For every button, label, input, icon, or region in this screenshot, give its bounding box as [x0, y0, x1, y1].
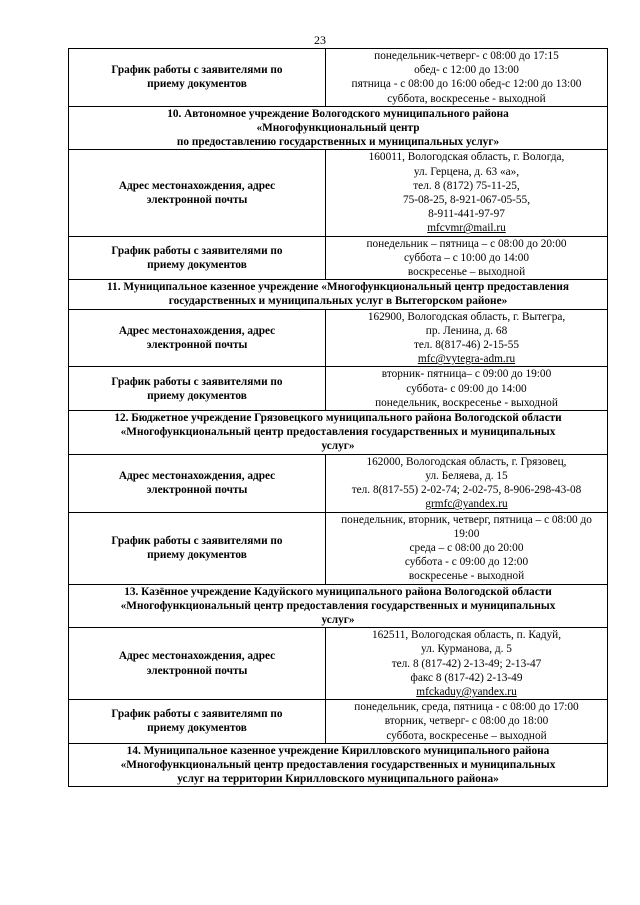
institution-title-line: услуг на территории Кирилловского муниципального района»: [177, 773, 499, 786]
row-label-line: электронной почты: [146, 339, 248, 352]
row-label-line: График работы с заявителямп по: [111, 708, 283, 721]
row-label-line: приему документов: [147, 722, 247, 735]
info-row: [69, 150, 608, 236]
row-value-line: тел. 8(817-46) 2-15-55: [413, 339, 519, 352]
row-value-line: 162511, Вологодская область, п. Кадуй,: [371, 629, 562, 642]
row-label-line: График работы с заявителями по: [111, 375, 283, 388]
row-label-line: электронной почты: [146, 194, 248, 207]
email-address: mfc@vytegra-adm.ru: [417, 353, 516, 366]
info-row: [69, 454, 608, 512]
row-value: [326, 49, 608, 107]
institution-title-line: услуг»: [321, 440, 355, 453]
institution-title-line: «Многофункциональный центр предоставления государственных и муниципальных: [120, 426, 556, 439]
row-value-line: воскресенье – выходной: [407, 266, 526, 279]
row-label-line: электронной почты: [146, 664, 248, 677]
row-label-line: Адрес местонахождения, адрес: [118, 650, 276, 663]
row-value-line: 8-911-441-97-97: [428, 208, 505, 221]
row-value-line: ул. Герцена, д. 63 «а»,: [413, 165, 520, 178]
institution-title: [69, 411, 608, 455]
institution-header-row: [69, 280, 608, 309]
row-value-line: суббота - с 09:00 до 12:00: [404, 556, 529, 569]
institution-title: [69, 584, 608, 628]
email-address: grmfc@yandex.ru: [425, 498, 508, 511]
row-value-line: тел. 8 (817-42) 2-13-49; 2-13-47: [391, 657, 542, 670]
row-value-line: 160011, Вологодская область, г. Вологда,: [368, 151, 565, 164]
row-label: [69, 628, 326, 700]
row-value: [326, 367, 608, 411]
row-label: [69, 700, 326, 744]
row-value-line: вторник, четверг- с 08:00 до 18:00: [384, 715, 549, 728]
row-value-line: вторник- пятница– с 09:00 до 19:00: [381, 368, 552, 381]
row-label: [69, 236, 326, 280]
row-label: [69, 512, 326, 584]
row-value-line: пятница - с 08:00 до 16:00 обед-с 12:00 до 13:00: [351, 78, 582, 91]
row-label-line: Адрес местонахождения, адрес: [118, 324, 276, 337]
row-label: [69, 150, 326, 236]
institution-title-line: «Многофункциональный центр предоставления государственных и муниципальных: [120, 758, 556, 771]
row-label: [69, 454, 326, 512]
email-address: mfcvmr@mail.ru: [427, 222, 506, 235]
row-label-line: График работы с заявителями по: [111, 534, 283, 547]
row-value-line: понедельник, среда, пятница - с 08:00 до 17:00: [354, 701, 579, 714]
row-value-line: воскресенье - выходной: [408, 570, 525, 583]
row-label-line: приему документов: [147, 389, 247, 402]
institution-title: [69, 743, 608, 787]
row-value: [326, 700, 608, 744]
row-value-line: тел. 8(817-55) 2-02-74; 2-02-75, 8-906-298-43-08: [351, 484, 582, 497]
row-value-line: ул. Беляева, д. 15: [425, 469, 508, 482]
row-value-line: 75-08-25, 8-921-067-05-55,: [402, 194, 531, 207]
row-value-line: суббота- с 09:00 до 14:00: [406, 382, 527, 395]
row-label-line: приему документов: [147, 78, 247, 91]
row-value: [326, 512, 608, 584]
row-label: [69, 367, 326, 411]
row-label-line: Адрес местонахождения, адрес: [118, 179, 276, 192]
row-label-line: электронной почты: [146, 484, 248, 497]
info-row: [69, 236, 608, 280]
row-value-line: понедельник, воскресенье - выходной: [375, 396, 558, 409]
info-row: [69, 309, 608, 367]
row-value: [326, 309, 608, 367]
row-value-line: суббота – с 10:00 до 14:00: [403, 251, 530, 264]
institution-title-line: 12. Бюджетное учреждение Грязовецкого муниципального района Вологодской области: [114, 412, 562, 425]
row-value-line: факс 8 (817-42) 2-13-49: [410, 671, 523, 684]
info-row: [69, 367, 608, 411]
institution-header-row: [69, 584, 608, 628]
page-number: 23: [314, 33, 326, 47]
institution-header-row: [69, 106, 608, 150]
row-value-line: обед- с 12:00 до 13:00: [414, 64, 519, 77]
row-value-line: понедельник – пятница – с 08:00 до 20:00: [366, 237, 567, 250]
row-label-line: приему документов: [147, 549, 247, 561]
mfc-directory-table: [68, 48, 608, 787]
institution-title-line: «Многофункциональный центр предоставления государственных и муниципальных: [120, 599, 556, 612]
table-body: [69, 49, 608, 787]
institution-title-line: 11. Муниципальное казенное учреждение «Многофункциональный центр предоставления: [107, 281, 569, 294]
email-address: mfckaduy@yandex.ru: [416, 685, 517, 698]
row-value: [326, 150, 608, 236]
row-value-line: суббота, воскресенье – выходной: [386, 729, 547, 742]
institution-title-line: услуг»: [321, 613, 355, 626]
info-row: [69, 700, 608, 744]
institution-title: [69, 106, 608, 150]
row-label: [69, 309, 326, 367]
row-label-line: График работы с заявителями по: [111, 64, 283, 77]
institution-title: [69, 280, 608, 309]
info-row: [69, 512, 608, 584]
row-value: [326, 454, 608, 512]
row-label: [69, 49, 326, 107]
institution-title-line: 13. Казённое учреждение Кадуйского муниципального района Вологодской области: [124, 585, 552, 598]
institution-header-row: [69, 743, 608, 787]
info-row: [69, 49, 608, 107]
row-value-line: суббота, воскресенье - выходной: [387, 92, 546, 105]
row-value-line: 162900, Вологодская область, г. Вытегра,: [367, 310, 566, 323]
institution-title-line: государственных и муниципальных услуг в Вытегорском районе»: [168, 295, 508, 308]
row-label-line: приему документов: [147, 258, 247, 271]
institution-title-line: 14. Муниципальное казенное учреждение Кирилловского муниципального района: [126, 744, 550, 757]
row-label-line: Адрес местонахождения, адрес: [118, 469, 276, 482]
info-row: [69, 628, 608, 700]
row-value-line: среда – с 08:00 до 20:00: [409, 541, 524, 554]
institution-title-line: 10. Автономное учреждение Вологодского муниципального района: [167, 107, 509, 120]
institution-header-row: [69, 411, 608, 455]
institution-title-line: «Многофункциональный центр: [256, 122, 420, 135]
row-value-line: понедельник-четверг- с 08:00 до 17:15: [374, 50, 559, 62]
row-value: [326, 236, 608, 280]
row-value-line: ул. Курманова, д. 5: [421, 643, 512, 656]
row-value-line: 162000, Вологодская область, г. Грязовец,: [366, 455, 567, 468]
row-value-line: тел. 8 (8172) 75-11-25,: [413, 179, 520, 192]
row-value-line: понедельник, вторник, четверг, пятница – с 08:00 до 19:00: [341, 513, 592, 540]
row-value-line: пр. Ленина, д. 68: [425, 324, 508, 337]
institution-title-line: по предоставлению государственных и муниципальных услуг»: [176, 136, 500, 149]
row-label-line: График работы с заявителями по: [111, 244, 283, 257]
row-value: [326, 628, 608, 700]
